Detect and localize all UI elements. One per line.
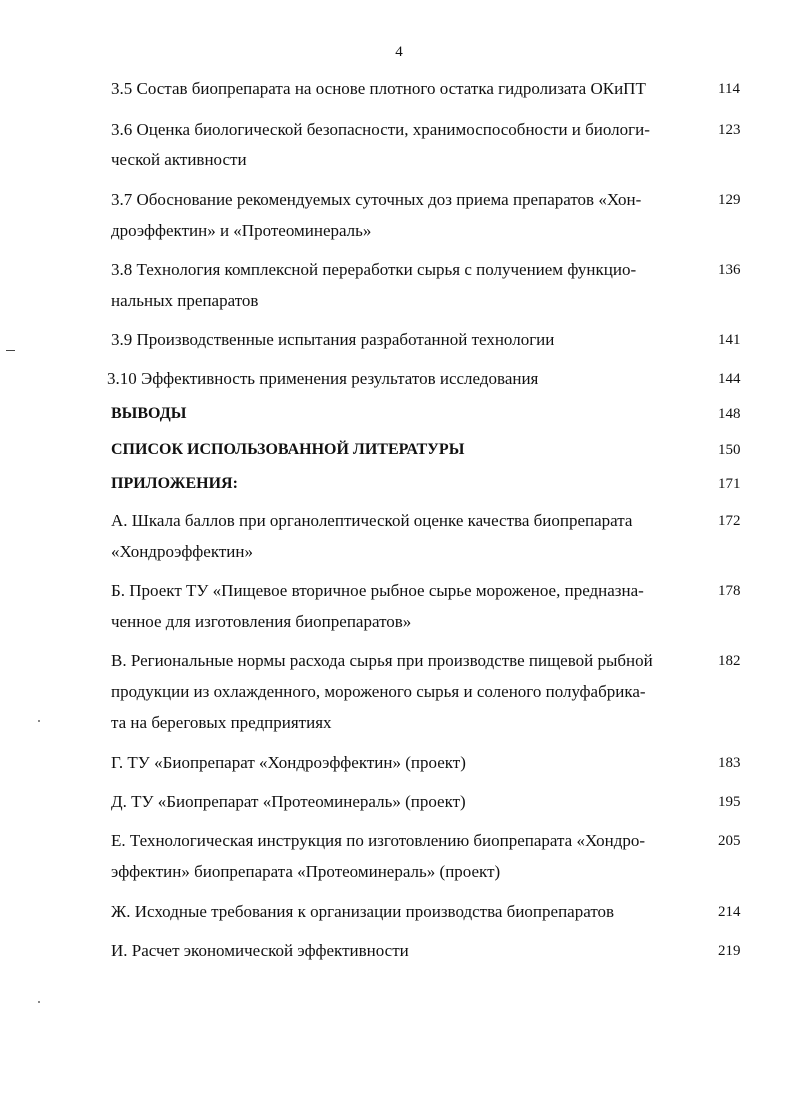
toc-line: Б. Проект ТУ «Пищевое вторичное рыбное сырье мороженое, предназна- [111,581,644,600]
toc-line: 3.5 Состав биопрепарата на основе плотного остатка гидролизата ОКиПТ [111,79,646,98]
page-number: 4 [395,44,403,60]
scan-artifact-dot [38,720,40,722]
toc-line: продукции из охлажденного, мороженого сырья и соленого полуфабрика- [111,682,646,701]
toc-page-number: 219 [718,943,741,959]
toc-line: А. Шкала баллов при органолептической оценке качества биопрепарата [111,511,633,530]
toc-line: ческой активности [111,150,247,169]
toc-page-number: 129 [718,192,741,208]
toc-page-number: 172 [718,513,741,529]
toc-line: И. Расчет экономической эффективности [111,941,409,960]
toc-line: «Хондроэффектин» [111,542,253,561]
toc-line: дроэффектин» и «Протеоминераль» [111,221,372,240]
scan-artifact-mark [6,350,15,351]
toc-line: 3.10 Эффективность применения результатов исследования [107,369,539,388]
toc-line: ПРИЛОЖЕНИЯ: [111,475,238,492]
toc-line: Г. ТУ «Биопрепарат «Хондроэффектин» (проект) [111,753,466,772]
toc-line: 3.8 Технология комплексной переработки сырья с получением функцио- [111,260,637,279]
toc-page-number: 141 [718,332,741,348]
toc-page-number: 214 [718,904,741,920]
toc-page-number: 182 [718,653,741,669]
toc-page-number: 148 [718,406,741,422]
toc-line: ченное для изготовления биопрепаратов» [111,612,412,631]
toc-line: 3.7 Обоснование рекомендуемых суточных доз приема препаратов «Хон- [111,190,642,209]
toc-page-number: 195 [718,794,741,810]
toc-page-number: 178 [718,583,741,599]
toc-page-number: 150 [718,442,741,458]
toc-page-number: 136 [718,262,741,278]
toc-line: В. Региональные нормы расхода сырья при производстве пищевой рыбной [111,651,653,670]
toc-page-number: 205 [718,833,741,849]
toc-line: та на береговых предприятиях [111,713,332,732]
toc-page-number: 171 [718,476,741,492]
toc-page-number: 114 [718,81,740,97]
toc-line: Е. Технологическая инструкция по изготовлению биопрепарата «Хондро- [111,831,646,850]
scan-artifact-dot [38,1001,40,1003]
toc-line: 3.9 Производственные испытания разработанной технологии [111,330,555,349]
toc-page-number: 123 [718,122,741,138]
toc-line: Д. ТУ «Биопрепарат «Протеоминераль» (проект) [111,792,466,811]
toc-page-number: 144 [718,371,741,387]
toc-line: ВЫВОДЫ [111,405,187,422]
toc-line: Ж. Исходные требования к организации производства биопрепаратов [111,902,615,921]
toc-page-number: 183 [718,755,741,771]
toc-line: нальных препаратов [111,291,259,310]
toc-line: 3.6 Оценка биологической безопасности, хранимоспособности и биологи- [111,120,650,139]
toc-line: СПИСОК ИСПОЛЬЗОВАННОЙ ЛИТЕРАТУРЫ [111,441,465,458]
toc-line: эффектин» биопрепарата «Протеоминераль» (проект) [111,862,501,881]
